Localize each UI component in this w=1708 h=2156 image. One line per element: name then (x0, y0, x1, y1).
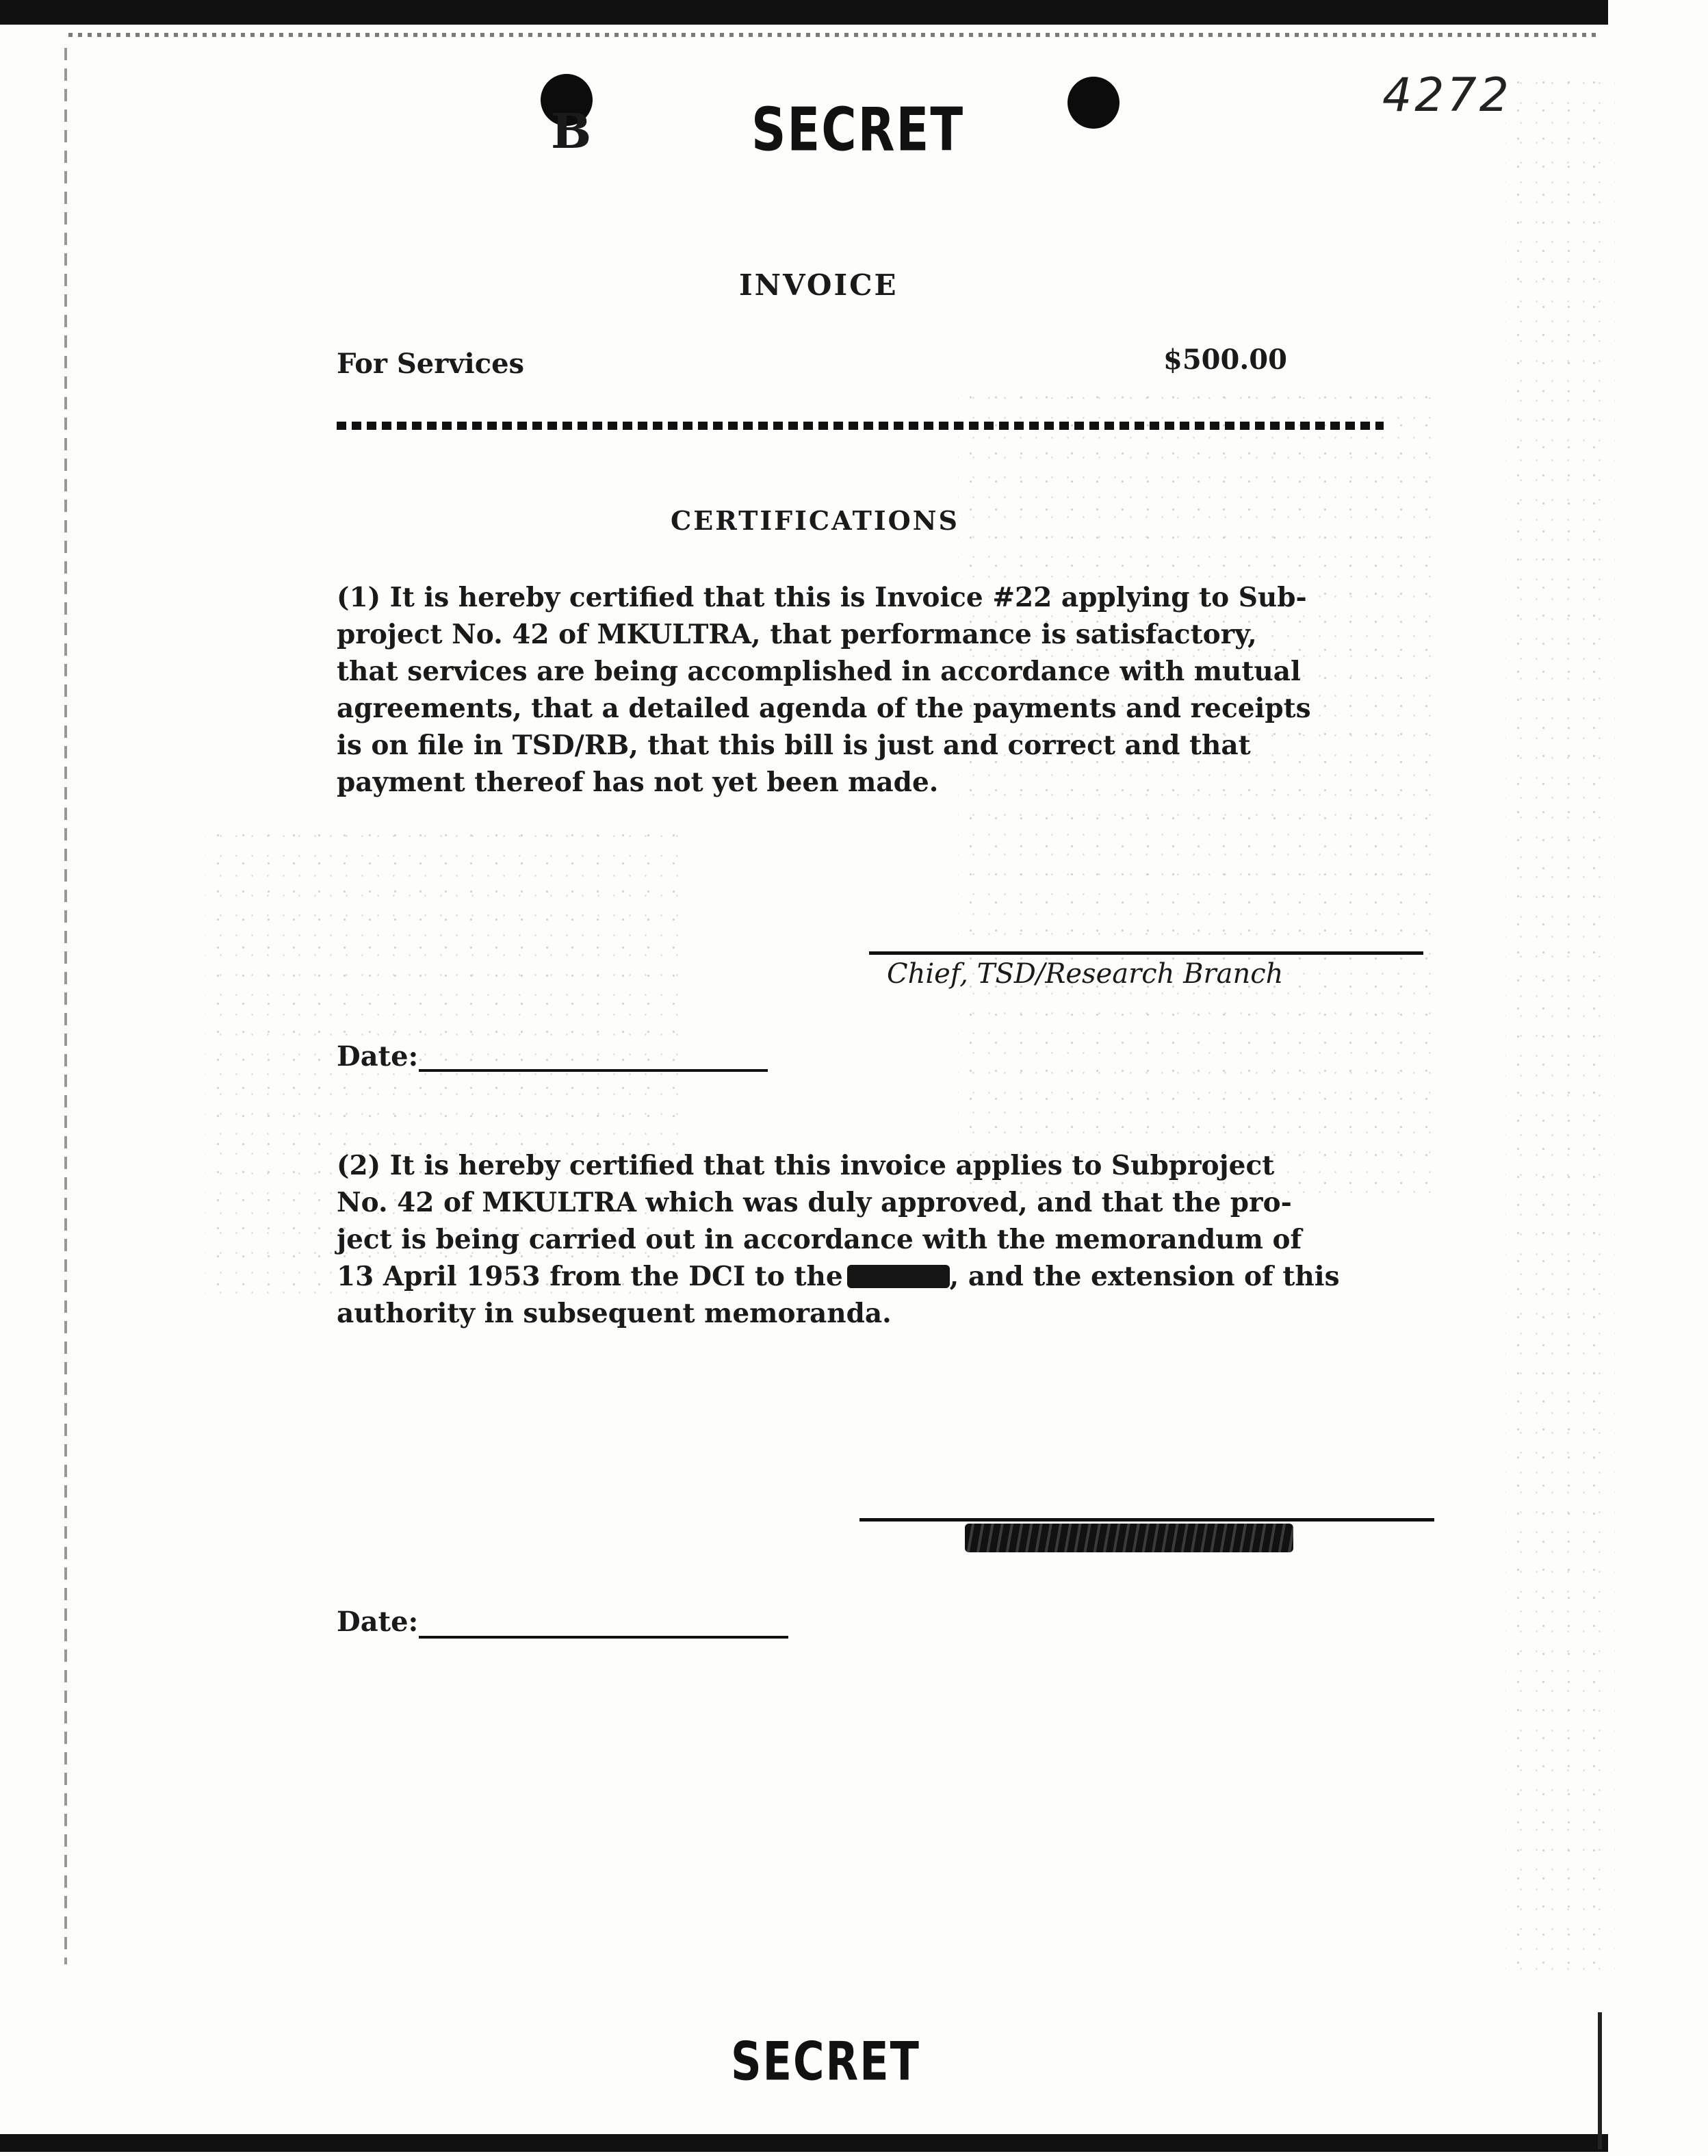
paragraph-line: ject is being carried out in accordance with the memorandum of (337, 1224, 1302, 1255)
paragraph-line-tail: , and the extension of this (949, 1261, 1340, 1292)
certifications-heading: CERTIFICATIONS (671, 505, 959, 536)
date-2-line (419, 1636, 788, 1639)
paragraph-line: project No. 42 of MKULTRA, that performance is satisfactory, (337, 619, 1257, 650)
scan-noise (1505, 68, 1615, 1985)
paragraph-line: that services are being accomplished in accordance with mutual (337, 656, 1301, 687)
margin-mark: B (551, 103, 594, 159)
redacted-signature (965, 1524, 1293, 1552)
invoice-title: INVOICE (739, 268, 898, 302)
date-1-line (419, 1069, 768, 1072)
dashed-separator (337, 422, 1384, 430)
scan-right-edge (1598, 2012, 1602, 2149)
classification-footer: SECRET (731, 2030, 920, 2093)
signature-line-2 (859, 1518, 1434, 1522)
scan-bottom-edge (0, 2134, 1608, 2152)
certification-paragraph-2 (337, 1147, 1340, 1332)
service-label: For Services (337, 348, 525, 380)
paragraph-line: No. 42 of MKULTRA which was duly approved, and that the pro- (337, 1187, 1292, 1218)
date-1-label: Date: (337, 1040, 419, 1073)
scan-top-edge (0, 0, 1608, 25)
paragraph-line: payment thereof has not yet been made. (337, 767, 939, 798)
paragraph-line: (1) It is hereby certified that this is Invoice #22 applying to Sub- (337, 582, 1307, 613)
certification-paragraph-1 (337, 579, 1311, 801)
signature-1-title: Chief, TSD/Research Branch (887, 958, 1284, 990)
paragraph-line-start: 13 April 1953 from the DCI to the (337, 1261, 843, 1292)
paragraph-line: authority in subsequent memoranda. (337, 1298, 892, 1329)
paragraph-line: (2) It is hereby certified that this invoice applies to Subproject (337, 1150, 1275, 1181)
paragraph-line: is on file in TSD/RB, that this bill is just and correct and that (337, 730, 1251, 761)
scan-left-edge (64, 48, 67, 1964)
punch-hole-right (1068, 77, 1120, 129)
date-2-label: Date: (337, 1606, 419, 1638)
invoice-amount: $500.00 (1163, 344, 1287, 376)
signature-line-1 (869, 951, 1423, 955)
handwritten-document-number: 4272 (1382, 68, 1512, 123)
classification-header: SECRET (751, 94, 965, 165)
redaction-block (847, 1265, 950, 1288)
scan-top-dotted-edge (68, 33, 1601, 37)
paragraph-line (337, 1258, 1340, 1295)
paragraph-line: agreements, that a detailed agenda of the payments and receipts (337, 693, 1311, 724)
